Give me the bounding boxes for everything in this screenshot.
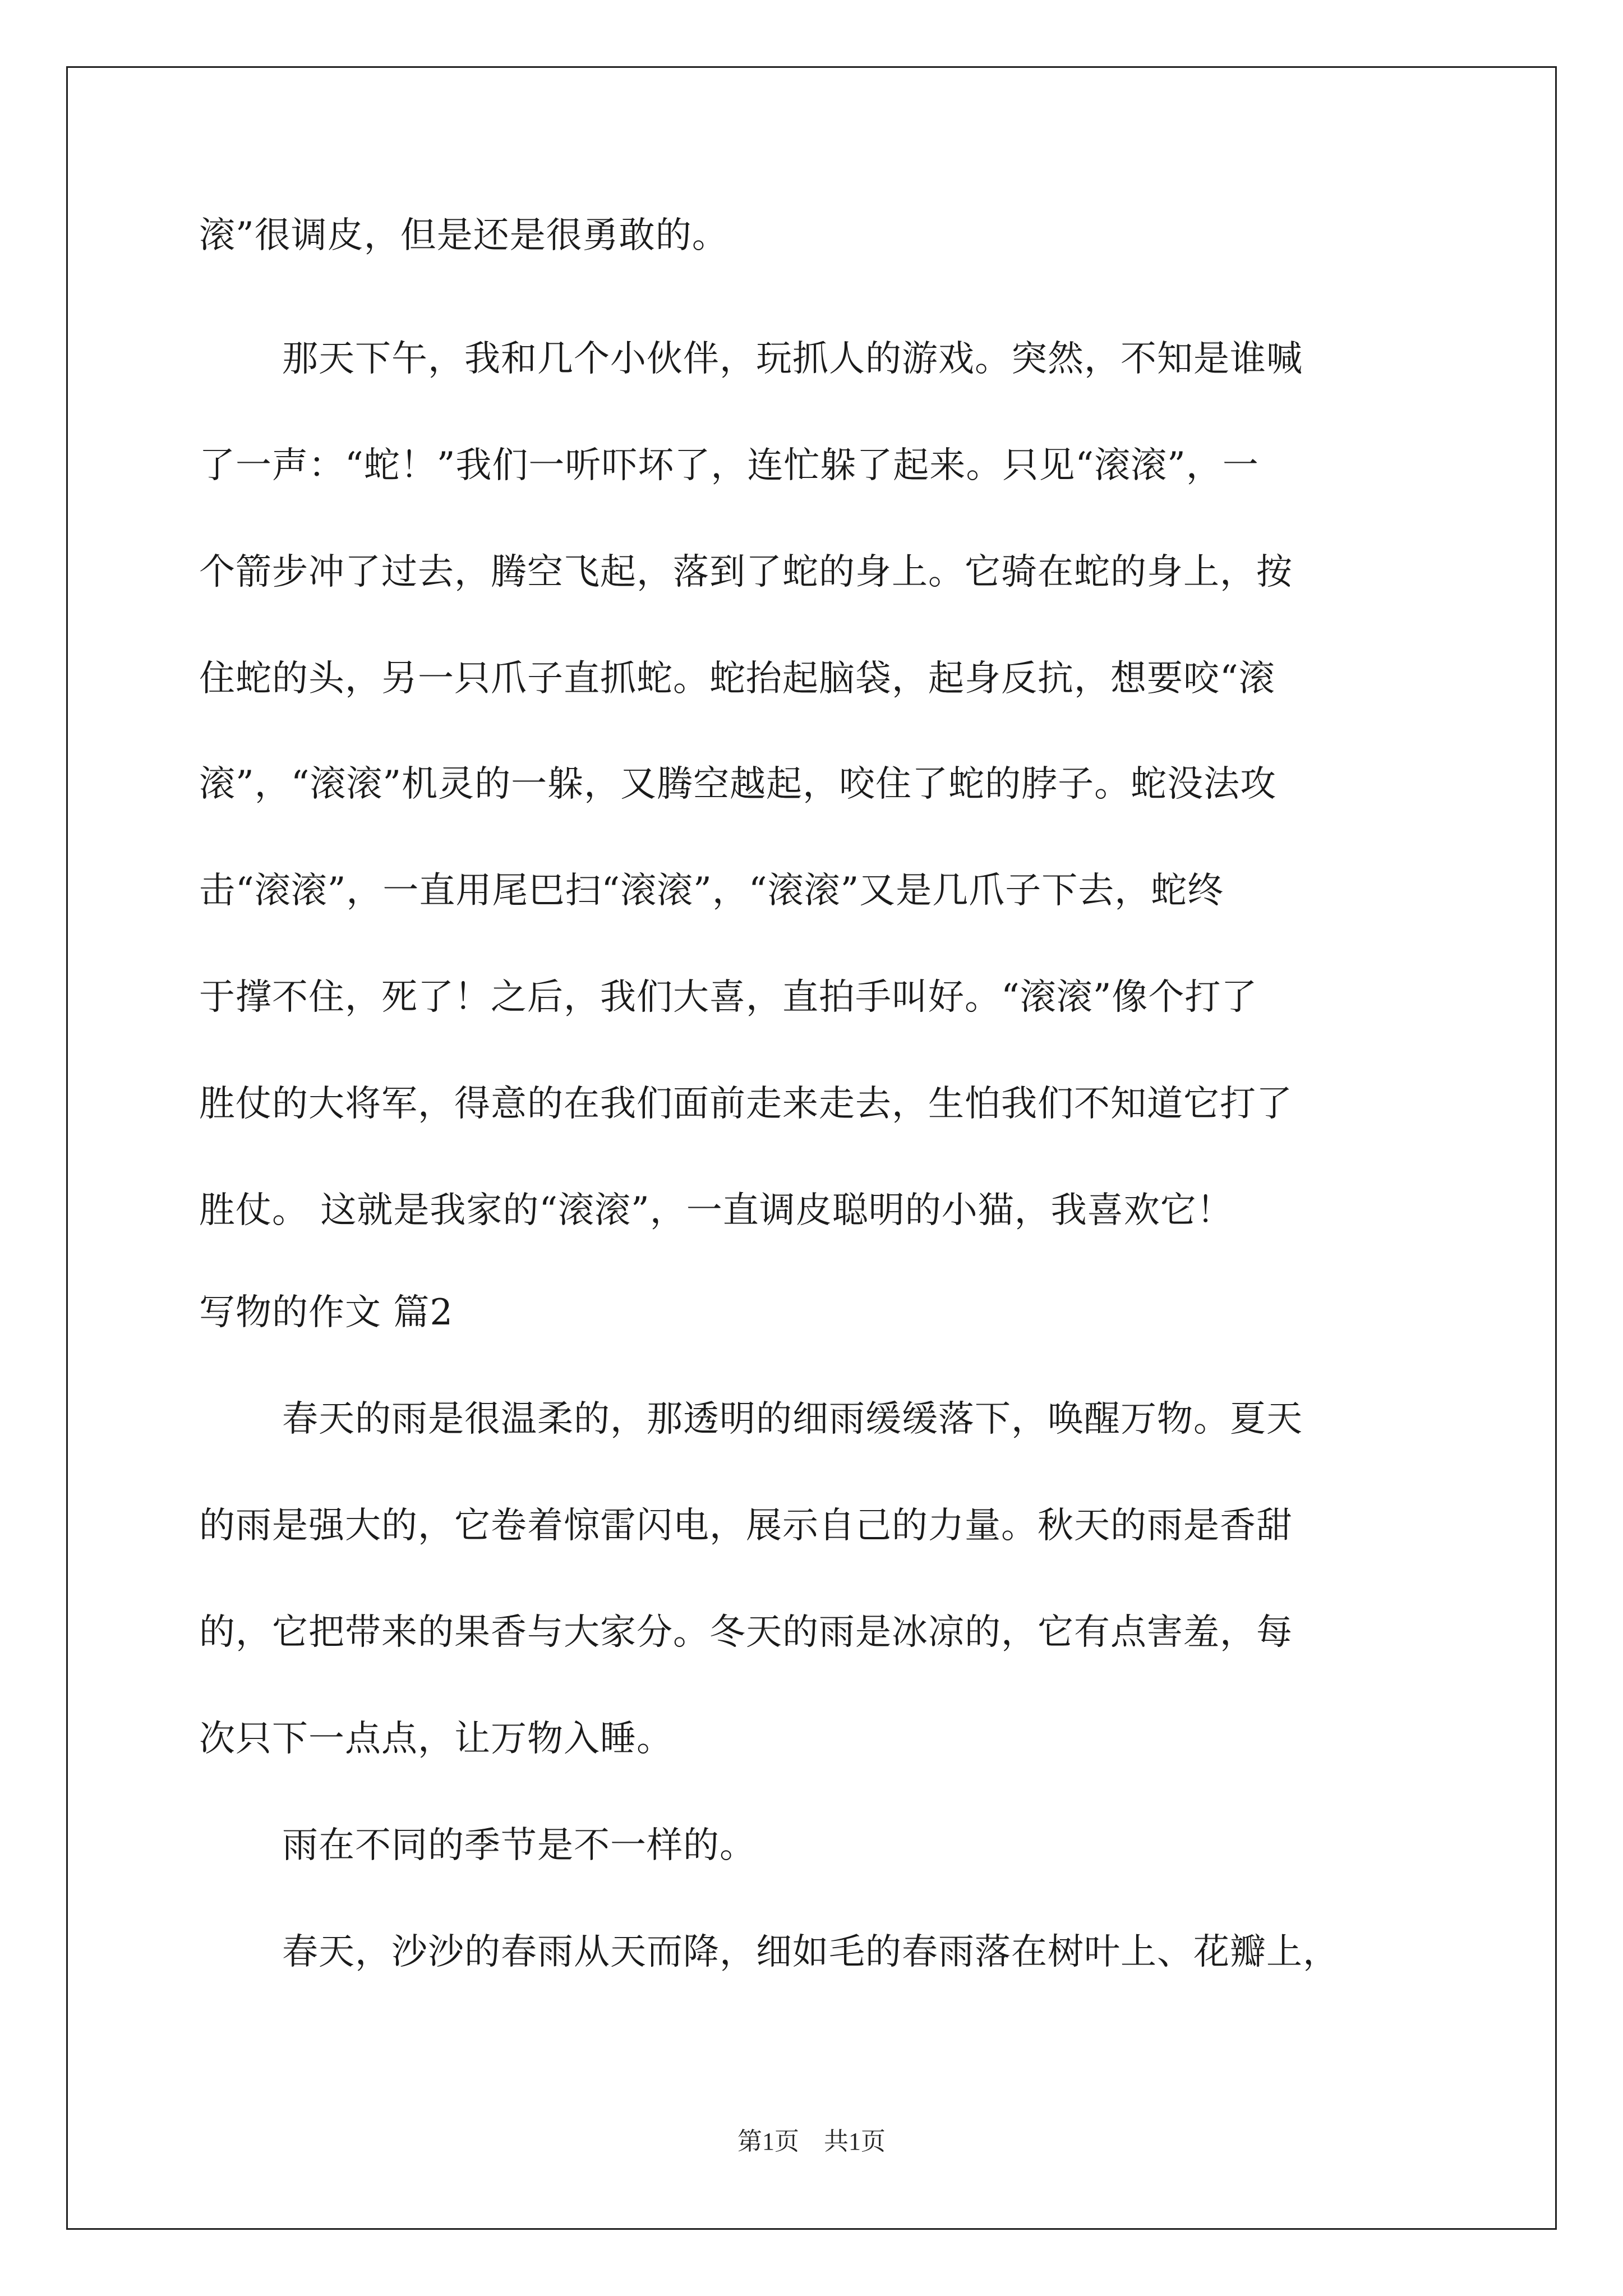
page-frame — [66, 66, 1557, 2230]
paragraph-line: 胜仗的大将军，得意的在我们面前走来走去，生怕我们不知道它打了 — [199, 1083, 1293, 1125]
paragraph-line: 的雨是强大的，它卷着惊雷闪电，展示自己的力量。秋天的雨是香甜 — [199, 1505, 1293, 1547]
paragraph-line: 击“滚滚”，一直用尾巴扫“滚滚”，“滚滚”又是几爪子下去，蛇终 — [199, 870, 1224, 912]
paragraph-line: 的，它把带来的果香与大家分。冬天的雨是冰凉的，它有点害羞，每 — [199, 1612, 1293, 1653]
paragraph-line: 于撑不住，死了！之后，我们大喜，直拍手叫好。“滚滚”像个打了 — [199, 977, 1258, 1018]
paragraph-line: 滚”，“滚滚”机灵的一躲，又腾空越起，咬住了蛇的脖子。蛇没法攻 — [199, 763, 1277, 805]
paragraph-line: 胜仗。 这就是我家的“滚滚”，一直调皮聪明的小猫，我喜欢它！ — [199, 1190, 1233, 1231]
paragraph-line: 春天，沙沙的春雨从天而降，细如毛的春雨落在树叶上、花瓣上， — [282, 1931, 1339, 1973]
paragraph-line: 滚”很调皮，但是还是很勇敢的。 — [199, 215, 728, 256]
paragraph-line: 春天的雨是很温柔的，那透明的细雨缓缓落下，唤醒万物。夏天 — [282, 1398, 1303, 1440]
section-heading: 写物的作文 篇2 — [199, 1292, 454, 1333]
paragraph-line: 住蛇的头，另一只爪子直抓蛇。蛇抬起脑袋，起身反抗，想要咬“滚 — [199, 658, 1275, 700]
page-number-footer: 第1页 共1页 — [737, 2128, 886, 2155]
paragraph-line: 雨在不同的季节是不一样的。 — [282, 1825, 756, 1866]
paragraph-line: 那天下午，我和几个小伙伴，玩抓人的游戏。突然，不知是谁喊 — [282, 338, 1303, 380]
paragraph-line: 次只下一点点，让万物入睡。 — [199, 1718, 673, 1760]
paragraph-line: 了一声：“蛇！”我们一听吓坏了，连忙躲了起来。只见“滚滚”，一 — [199, 445, 1259, 486]
paragraph-line: 个箭步冲了过去，腾空飞起，落到了蛇的身上。它骑在蛇的身上，按 — [199, 551, 1293, 593]
